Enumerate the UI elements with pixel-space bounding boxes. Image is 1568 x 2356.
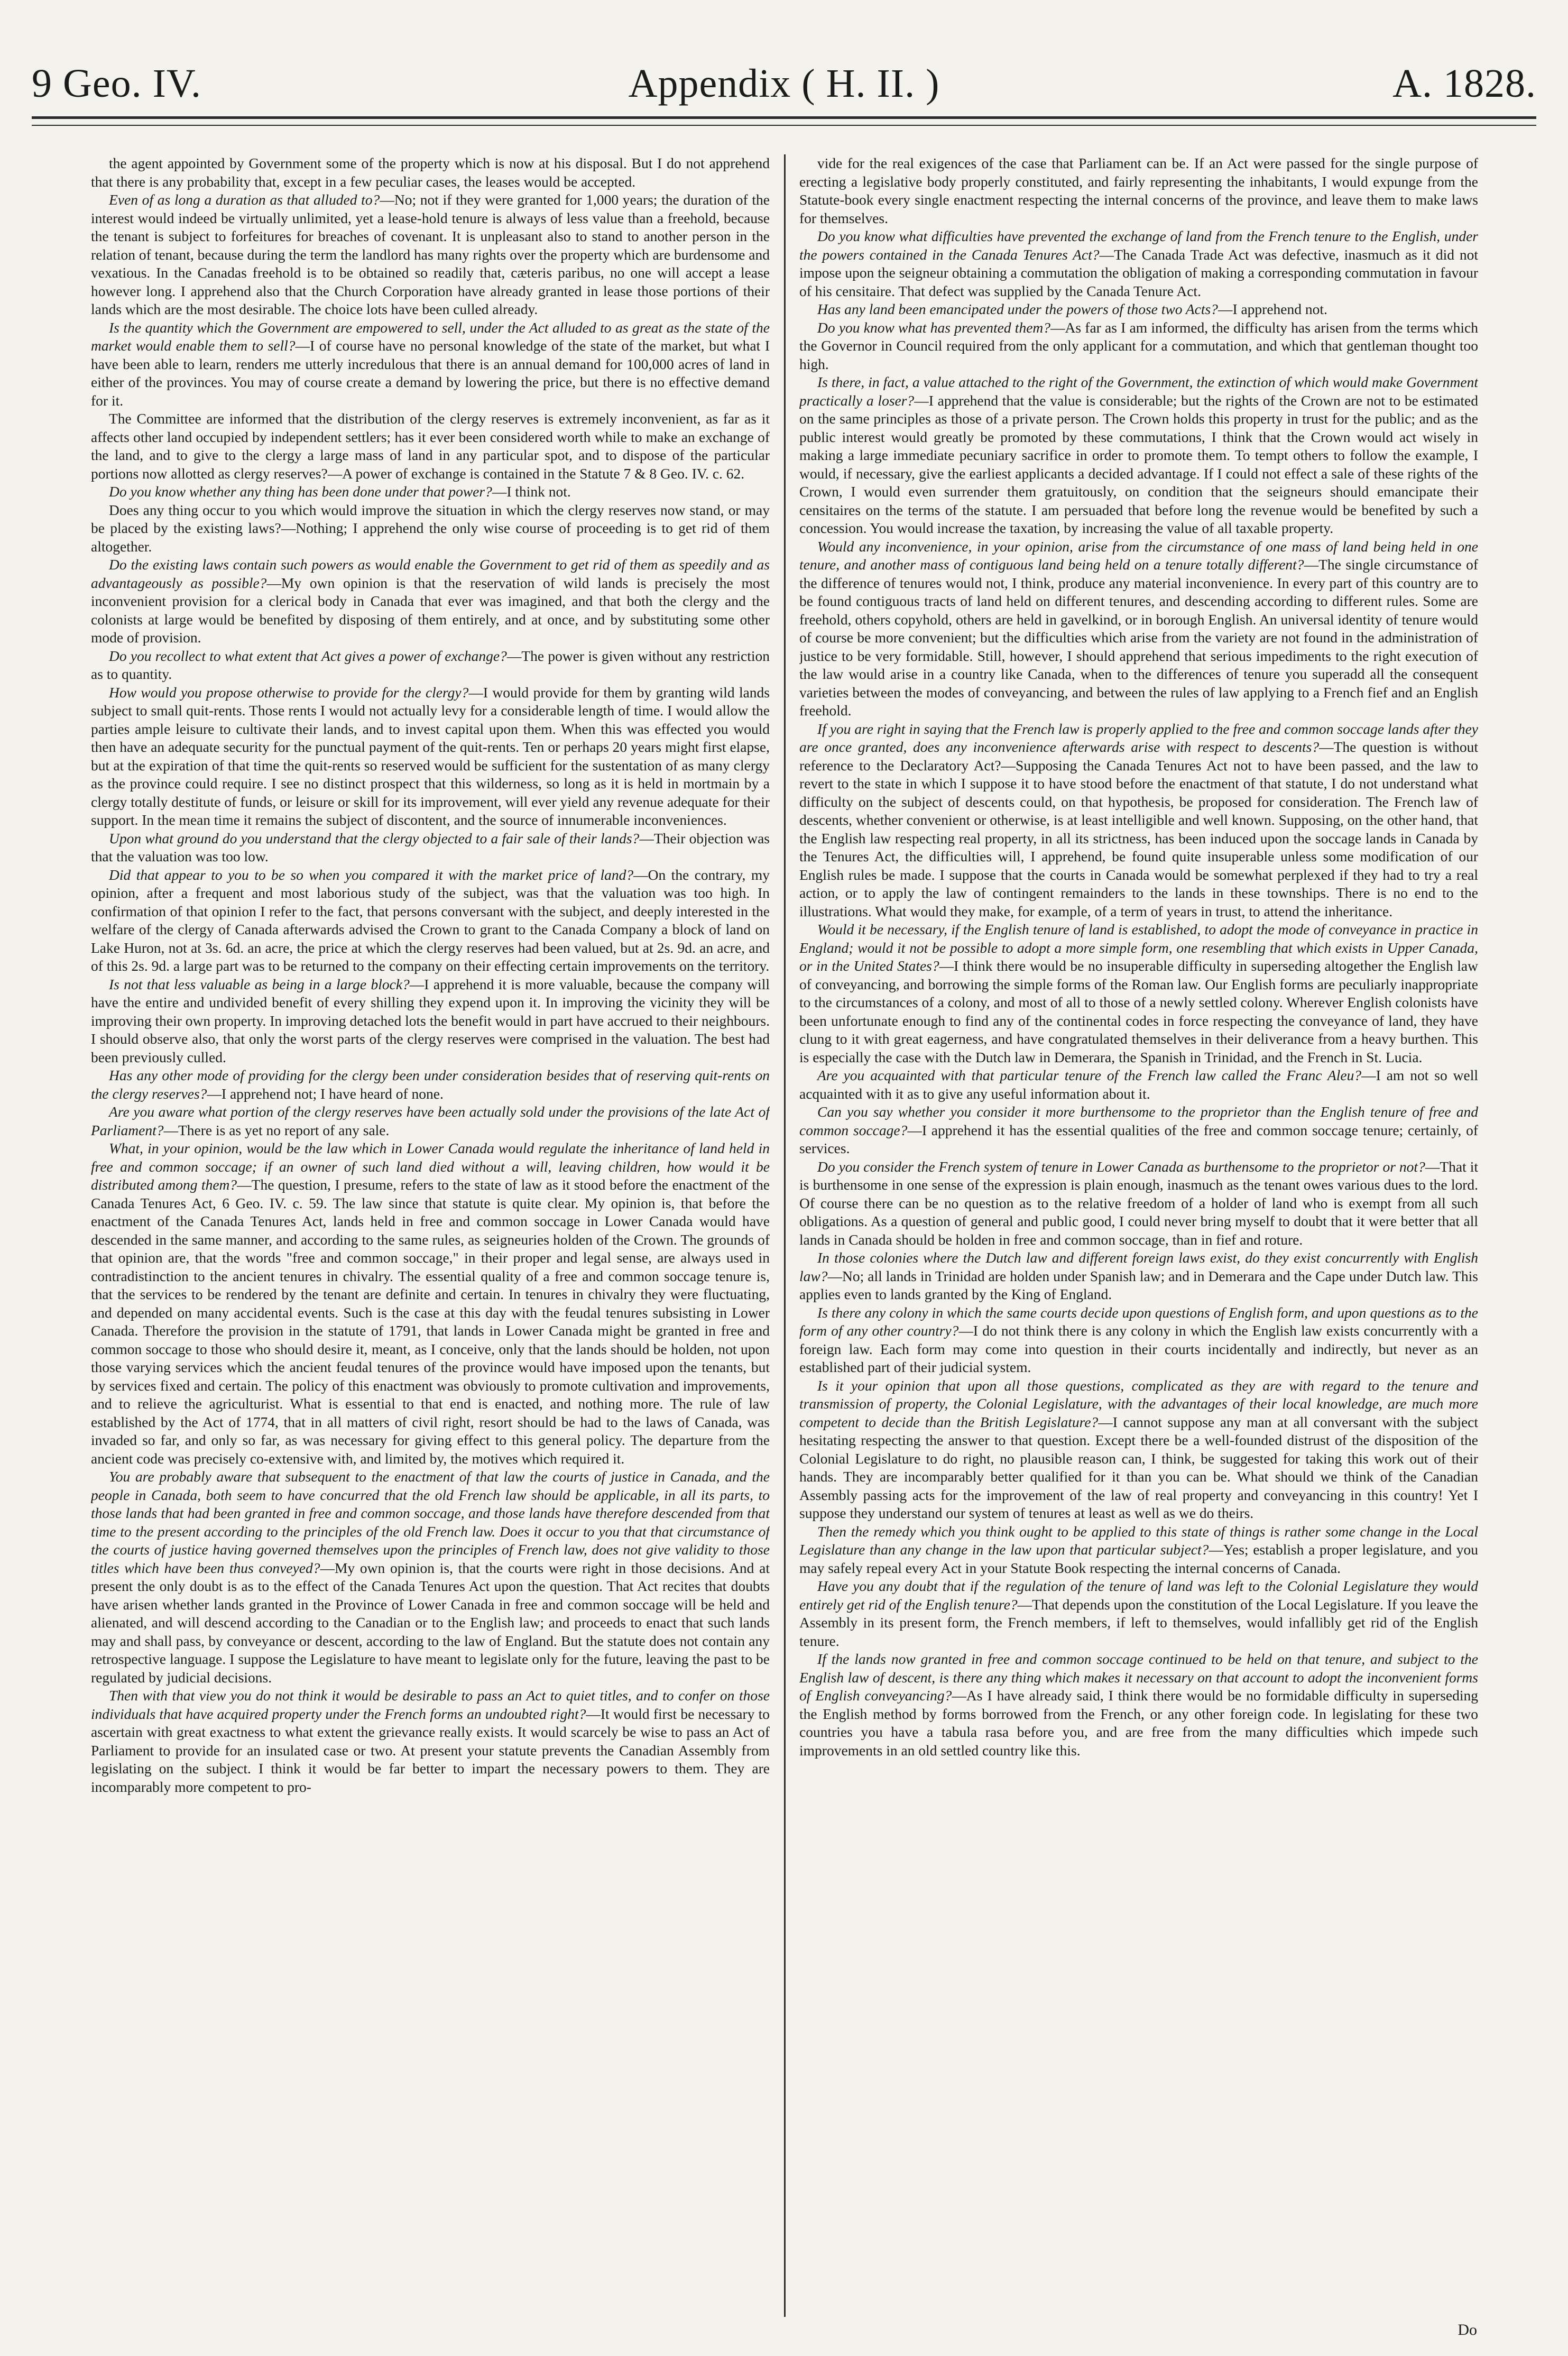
header-rule-thin [32, 125, 1536, 126]
answer-text: I think there would be no insuperable difficulty in superseding altogether the English law of conveyancing, and borrowing the simple forms of the Roman law. Our English forms are peculiarly inappropriate to the circumstances of a colony, and most of all to those of a newly settled colony. Wherever English colonists have been unfortunate enough to find any of the continental codes in force respecting the conveyance of land, they have clung to it with great eagerness, and have congratulated themselves in their deliverance from a heavy burthen. This is especially the case with the Dutch law in Demerara, the Spanish in Trinidad, and the French in St. Lucia. [799, 958, 1478, 1065]
qa-separator: — [1319, 739, 1334, 755]
answer-text: Their objection was that the valuation was too low. [91, 830, 770, 864]
question-text: Are you aware what portion of the clergy reserves have been actually sold under the provisions of the late Act of Parliament? [91, 1103, 770, 1138]
qa-separator: — [914, 392, 929, 409]
question-text: You are probably aware that subsequent to the enactment of that law the courts of justice in Canada, and the people in Canada, both seem to have concurred that the old French law should be applicable, in all its parts, to those lands that had been granted in free and common soccage, and those lands have therefore descended from that time to the present according to the principles of the old French law. Does it occur to you that that circumstance of the courts of justice having governed themselves upon the principles of French law, does not give validity to those titles which have been thus conveyed? [91, 1468, 770, 1576]
qa-separator: — [1017, 1596, 1032, 1613]
question-text: Is the quantity which the Government are empowered to sell, under the Act alluded to as great as the state of the market would enable them to sell? [91, 319, 770, 354]
testimony-paragraph [91, 684, 770, 830]
question-text: Is there, in fact, a value attached to the right of the Government, the extinction of which would make Government practically a loser? [799, 374, 1478, 409]
question-text: Is it your opinion that upon all those questions, complicated as they are with regard to the tenure and transmission of property, the Colonial Legislature, with the advantages of their local knowledge, are much more competent to decide than the British Legislature? [799, 1377, 1478, 1430]
testimony-paragraph [91, 1103, 770, 1139]
answer-text: I think not. [506, 483, 571, 500]
testimony-paragraph [91, 647, 770, 684]
question-text: Do you consider the French system of tenure in Lower Canada as burthensome to the proprietor or not? [817, 1158, 1425, 1175]
answer-text: I do not think there is any colony in which the English law exists concurrently with a foreign law. Each form may come into question in their courts incidentally and indirectly, but never as an established part of their judicial system. [799, 1322, 1478, 1375]
question-text: Do the existing laws contain such powers as would enable the Government to get rid of them as speedily and as advantageously as possible? [91, 556, 770, 591]
testimony-paragraph [91, 1687, 770, 1796]
answer-text: I apprehend it is more valuable, because the company will have the entire and undivided benefit of every shilling they expend upon it. In improving the vicinity they will be improving their own property. In improving detached lots the benefit would in part have accrued to their neighbours. I should observe also, that only the worst parts of the clergy reserves were comprised in the valuation. The best had been previously culled. [91, 975, 770, 1065]
qa-separator: — [1361, 1067, 1376, 1083]
testimony-paragraph [799, 1523, 1478, 1578]
testimony-paragraph [799, 720, 1478, 921]
testimony-paragraph [799, 373, 1478, 538]
testimony-paragraph [91, 410, 770, 483]
answer-text: Yes; establish a proper legislature, and you may safely repeal every Act in your Statute Book respecting the internal concerns of Canada. [799, 1541, 1478, 1576]
answer-text: I of course have no personal knowledge of the state of the market, but what I have been able to learn, renders me utterly incredulous that there is an annual demand for 100,000 acres of land in either of the provinces. You may of course create a demand by lowering the price, but there is no effective demand for it. [91, 337, 770, 409]
qa-separator: — [1050, 319, 1065, 336]
qa-separator: — [907, 1121, 922, 1138]
testimony-paragraph [799, 319, 1478, 374]
right-column [799, 154, 1478, 2317]
testimony-paragraph [91, 319, 770, 410]
qa-separator: — [952, 1687, 966, 1704]
page-header [32, 27, 1536, 107]
qa-separator: — [639, 830, 654, 846]
answer-text: The question is without reference to the Declaratory Act?—Supposing the Canada Tenures Act not to have been passed, and the law to revert to the state in which I suppose it to have stood before the enactment of that statute, I do not understand what difficulty on the subject of descents could, on that hypothesis, be proposed for consideration. The French law of descents, whether convenient or otherwise, is at least intelligible and well known. Supposing, on the other hand, that the English law respecting real property, in all its strictness, has been induced upon the soccage lands in Canada by the Tenures Act, the difficulties will, I apprehend, be found quite insuperable unless some modification of our English rules be made. I suppose that the courts in Canada would be somewhat perplexed if they had to try a real action, or to apply the law of contingent remainders to the lands in these townships. There is no end to the illustrations. What would they make, for example, of a term of years in trust, to attend the inheritance. [799, 739, 1478, 919]
qa-separator: — [409, 975, 425, 992]
testimony-paragraph [799, 1066, 1478, 1103]
qa-separator: — [506, 647, 522, 664]
testimony-paragraph [799, 1577, 1478, 1650]
testimony-paragraph [91, 483, 770, 501]
qa-separator: — [266, 574, 281, 591]
catchword: Do [1458, 2321, 1477, 2339]
left-column [91, 154, 770, 2317]
question-text: If you are right in saying that the French law is properly applied to the free and common soccage lands after they are once granted, does any inconvenience afterwards arise with respect to descents? [799, 720, 1478, 755]
answer-text: the agent appointed by Government some of the property which is now at his disposal. But I do not apprehend that there is any probability that, except in a few peculiar cases, the leases would be accepted. [91, 155, 770, 190]
question-text: In those colonies where the Dutch law and different foreign laws exist, do they exist concurrently with English law? [799, 1249, 1478, 1284]
header-left: 9 Geo. IV. [32, 61, 202, 106]
testimony-paragraph [91, 1066, 770, 1103]
question-text: If the lands now granted in free and common soccage continued to be held on that tenure, and subject to the English law of descent, is there any thing which makes it necessary on that account to adopt the inconvenient forms of English conveyancing? [799, 1651, 1478, 1704]
testimony-paragraph [799, 1158, 1478, 1249]
testimony-paragraph [91, 1139, 770, 1468]
question-text: Do you know what has prevented them? [817, 319, 1051, 336]
header-rule-thick [32, 116, 1536, 119]
qa-separator: — [1217, 301, 1233, 317]
answer-text: It would first be necessary to ascertain with great exactness to what extent the grievance really exists. It would scarcely be wise to pass an Act of Parliament to provide for an insulated case or two. At present your statute prevents the Canadian Assembly from legislating on the subject. I think it would be far better to impart the necessary powers to them. They are incomparably more competent to pro- [91, 1705, 770, 1795]
question-text: Is not that less valuable as being in a large block? [109, 975, 410, 992]
qa-separator: — [958, 1322, 973, 1339]
testimony-paragraph [799, 1650, 1478, 1760]
testimony-paragraph [91, 866, 770, 975]
question-text: Do you know whether any thing has been done under that power? [109, 483, 492, 500]
qa-separator: — [586, 1705, 601, 1722]
question-text: How would you propose otherwise to provide for the clergy? [109, 684, 469, 701]
page-body [91, 154, 1478, 2317]
question-text: Would it be necessary, if the English tenure of land is established, to adopt the mode of conveyance in practice in England; would it not be possible to adopt a more simple form, one resembling that which exists in Upper Canada, or in the United States? [799, 921, 1478, 974]
testimony-paragraph [799, 300, 1478, 319]
qa-separator: — [633, 866, 648, 883]
testimony-paragraph [799, 1249, 1478, 1304]
testimony-paragraph [91, 556, 770, 647]
question-text: What, in your opinion, would be the law which in Lower Canada would regulate the inheritance of land held in free and common soccage; if an owner of such land died without a will, leaving children, how would it be distributed among them? [91, 1140, 770, 1193]
answer-text: The question, I presume, refers to the state of law as it stood before the enactment of the Canada Tenures Act, 6 Geo. IV. c. 59. The law since that statute is quite clear. My opinion is, that before the enactment of the Canada Tenures Act, lands held in free and common soccage in Lower Canada would have descended in the same manner, and according to the same rules, as seigneuries holden of the Crown. The grounds of that opinion are, that the words "free and common soccage," in their proper and legal sense, are always used in contradistinction to the ancient tenures in chivalry. The essential quality of a free and common soccage tenure is, that the services to be rendered by the tenant are definite and certain. In tenures in chivalry they were fluctuating, and depended on many accidental events. Such is the case at this day with the feudal tenures subsisting in Lower Canada. Therefore the provision in the statute of 1791, that lands in Lower Canada might be granted in free and common soccage to those who should desire it, meant, as I conceive, only that the lands should be holden, not upon those varying services which the ancient feudal tenures of the province would have imposed upon the tenants, but by services fixed and certain. The policy of this enactment was obviously to promote cultivation and improvements, and to relieve the agriculturist. What is essential to that end is enacted, and nothing more. The rule of law established by the Act of 1774, that in all matters of civil right, resort should be had to the laws of Canada, was invaded so far, and only so far, as was necessary for giving effect to this general policy. The departure from the ancient code was precisely co-extensive with, and limited by, the motives which required it. [91, 1176, 770, 1467]
answer-text: No; not if they were granted for 1,000 years; the duration of the interest would indeed be virtually unlimited, yet a lease-hold tenure is always of less value than a freehold, because the tenant is subject to forfeitures for breaches of covenant. It is unpleasant also to stand to another person in the relation of tenant, because during the term the landlord has many rights over the property which are burdensome and vexatious. In the Canadas freehold is to be obtained so readily that, cæteris paribus, no one will accept a lease however long. I apprehend also that the Church Corporation have already granted in lease those portions of their lands which are the most desirable. The choice lots have been culled already. [91, 191, 770, 317]
qa-separator: — [1099, 246, 1114, 263]
answer-text: I apprehend not; I have heard of none. [221, 1085, 444, 1102]
answer-text: I apprehend not. [1232, 301, 1327, 317]
testimony-paragraph [799, 154, 1478, 227]
answer-text: I cannot suppose any man at all conversant with the subject hesitating respecting the answer to that question. Except there be a well-founded distrust of the disposition of the Colonial Legislature to do right, no plausible reason can, I think, be suggested for taking this work out of their hands. They are incomparably better qualified for it than you can be. What should we think of the Canadian Assembly passing acts for the improvement of the law of real property and conveyancing in this country! Yet I suppose they understand our system of tenures at least as well as we do theirs. [799, 1413, 1478, 1521]
qa-separator: — [320, 1559, 335, 1576]
testimony-paragraph [799, 1304, 1478, 1377]
column-divider [784, 154, 786, 2317]
testimony-paragraph [799, 1103, 1478, 1158]
qa-separator: — [163, 1121, 178, 1138]
testimony-paragraph [91, 191, 770, 319]
testimony-paragraph [91, 1468, 770, 1687]
header-center: Appendix ( H. II. ) [628, 61, 940, 106]
answer-text: I would provide for them by granting wild lands subject to small quit-rents. Those rents I would not actually levy for a considerable length of time. I would allow the parties ample leisure to cultivate their lands, and to invest capital upon them. When this was effected you would then have an adequate security for the punctual payment of the quit-rents. Ten or perhaps 20 years might first elapse, but at the expiration of that time the quit-rents so reserved would be sufficient for the sustentation of as many clergy as the province could require. I see no distinct prospect that this wilderness, so long as it is held in mortmain by a clergy totally destitute of funds, or leisure or skill for its improvement, will ever yield any revenue adequate for their support. In the mean time it remains the subject of discontent, and the source of innumerable inconveniences. [91, 684, 770, 828]
answer-text: The power is given without any restriction as to quantity. [91, 647, 770, 682]
answer-text: I am not so well acquainted with it as to give any useful information about it. [799, 1067, 1478, 1102]
qa-separator: — [1209, 1541, 1223, 1558]
testimony-paragraph [91, 975, 770, 1067]
question-text: Have you any doubt that if the regulation of the tenure of land was left to the Colonial Legislature they would entirely get rid of the English tenure? [799, 1578, 1478, 1613]
testimony-paragraph [91, 830, 770, 866]
testimony-paragraph [799, 227, 1478, 300]
question-text: Has any land been emancipated under the powers of those two Acts? [817, 301, 1218, 317]
answer-text: As I have already said, I think there would be no formidable difficulty in superseding the English method by forms borrowed from the French, or any other foreign code. In legislating for these two countries you have a tabula rasa before you, and are free from the many difficulties which impede such improvements in an old settled country like this. [799, 1687, 1478, 1759]
answer-text: As far as I am informed, the difficulty has arisen from the terms which the Governor in Council required from the only applicant for a commutation, and which that gentleman thought too high. [799, 319, 1478, 372]
qa-separator: — [939, 958, 954, 974]
question-text: Upon what ground do you understand that the clergy objected to a fair sale of their lands? [109, 830, 640, 846]
question-text: Can you say whether you consider it more burthensome to the proprietor than the English tenure of free and common soccage? [799, 1103, 1478, 1138]
qa-separator: — [468, 684, 483, 701]
question-text: Do you recollect to what extent that Act gives a power of exchange? [109, 647, 507, 664]
qa-separator: — [380, 191, 394, 208]
question-text: Has any other mode of providing for the clergy been under consideration besides that of reserving quit-rents on the clergy reserves? [91, 1067, 770, 1102]
qa-separator: — [1425, 1158, 1440, 1175]
qa-separator: — [492, 483, 507, 500]
question-text: Do you know what difficulties have prevented the exchange of land from the French tenure to the English, under the powers contained in the Canada Tenures Act? [799, 228, 1478, 263]
testimony-paragraph [91, 154, 770, 191]
answer-text: On the contrary, my opinion, after a frequent and most laborious study of the subject, was that the valuation was too high. In confirmation of that opinion I refer to the fact, that persons conversant with the subject, and deeply interested in the welfare of the clergy of Canada afterwards advised the Crown to grant to the Canada Company a block of land on Lake Huron, not at 3s. 6d. an acre, the price at which the clergy reserves had been valued, but at 2s. 9d. an acre, and of this 2s. 9d. a large part was to be returned to the company on their effecting certain improvements on the territory. [91, 866, 770, 974]
qa-separator: — [295, 337, 310, 354]
answer-text: That depends upon the constitution of the Local Legislature. If you leave the Assembly in its present form, the French members, if left to themselves, would infallibly get rid of the English tenure. [799, 1596, 1478, 1649]
qa-separator: — [207, 1085, 222, 1102]
question-text: Then with that view you do not think it would be desirable to pass an Act to quiet titles, and to confer on those individuals that have acquired property under the French forms an undoubted right? [91, 1687, 770, 1722]
qa-separator: — [827, 1267, 842, 1284]
answer-text: There is as yet no report of any sale. [178, 1121, 390, 1138]
question-text: Even of as long a duration as that alluded to? [109, 191, 380, 208]
answer-text: My own opinion is, that the courts were right in those decisions. And at present the only doubt is as to the effect of the Canada Tenures Act upon the question. That Act recites that doubts have arisen whether lands granted in the Province of Lower Canada in free and common soccage will be held and alienated, and will descend according to the Canadian or to the English law; and proceeds to enact that such lands may and shall pass, by conveyance or descent, according to the law of England. But the statute does not contain any retrospective language. I suppose the Legislature to have meant to legislate only for the future, leaving the past to be regulated by judicial decisions. [91, 1559, 770, 1686]
testimony-paragraph [799, 921, 1478, 1066]
testimony-paragraph [799, 1377, 1478, 1523]
answer-text: vide for the real exigences of the case that Parliament can be. If an Act were passed for the single purpose of erecting a legislative body properly constituted, and fairly representing the inhabitants, I would expunge from the Statute-book every single enactment respecting the internal concerns of the province, and leave them to make laws for themselves. [799, 155, 1478, 226]
answer-text: My own opinion is that the reservation of wild lands is precisely the most inconvenient provision for a clerical body in Canada that ever was imagined, and that both the clergy and the colonists at large would be benefited by disposing of them entirely, and at once, and by substituting some other mode of provision. [91, 574, 770, 646]
qa-separator: — [1098, 1413, 1113, 1430]
question-text: Would any inconvenience, in your opinion, arise from the circumstance of one mass of land being held in one tenure, and another mass of contiguous land being held on a tenure totally different? [799, 538, 1478, 573]
answer-text: Does any thing occur to you which would improve the situation in which the clergy reserves now stand, or may be placed by the existing laws?—Nothing; I apprehend the only wise course of proceeding is to get rid of them altogether. [91, 501, 770, 555]
header-right: A. 1828. [1392, 61, 1536, 106]
answer-text: The Canada Trade Act was defective, inasmuch as it did not impose upon the seigneur obtaining a commutation the obligation of making a corresponding commutation in favour of his censitaire. That defect was supplied by the Canada Tenure Act. [799, 246, 1478, 299]
testimony-paragraph [91, 501, 770, 556]
answer-text: I apprehend that the value is considerable; but the rights of the Crown are not to be estimated on the same principles as those of a private person. The Crown holds this property in trust for the public; and as the public interest would greatly be promoted by these commutations, I think that the Crown would act wisely in making a large immediate pecuniary sacrifice in order to promote them. To tempt others to follow the example, I would, if necessary, give the earliest applicants a decided advantage. If I could not effect a sale of these rights of the Crown, I would even surrender them gratuitously, on condition that the seigneurs should emancipate their censitaires on the terms of the statute. I am persuaded that before long the revenue would be benefited by such a concession. You would increase the taxation, by increasing the value of all taxable property. [799, 392, 1478, 536]
question-text: Did that appear to you to be so when you compared it with the market price of land? [109, 866, 634, 883]
question-text: Are you acquainted with that particular tenure of the French law called the Franc Aleu? [817, 1067, 1362, 1083]
answer-text: That it is burthensome in one sense of the expression is plain enough, inasmuch as the tenant owes various dues to the lord. Of course there can be no question as to the relative freedom of a holder of land who is exempt from all such obligations. As a question of general and public good, I could never bring myself to doubt that it were better that all lands in Canada should be holden in free and common soccage, than in fief and roture. [799, 1158, 1478, 1248]
answer-text: The Committee are informed that the distribution of the clergy reserves is extremely inconvenient, as far as it affects other land occupied by independent settlers; has it ever been considered worth while to make an exchange of the land, and to give to the clergy a large mass of land in any particular spot, and to dispose of the particular portions now allotted as clergy reserves?—A power of exchange is contained in the Statute 7 & 8 Geo. IV. c. 62. [91, 410, 770, 482]
answer-text: No; all lands in Trinidad are holden under Spanish law; and in Demerara and the Cape under Dutch law. This applies even to lands granted by the King of England. [799, 1267, 1478, 1302]
answer-text: I apprehend it has the essential qualities of the free and common soccage tenure; certainly, of services. [799, 1121, 1478, 1156]
testimony-paragraph [799, 538, 1478, 720]
qa-separator: — [237, 1176, 252, 1193]
qa-separator: — [1304, 556, 1319, 573]
answer-text: The single circumstance of the difference of tenures would not, I think, produce any material inconvenience. In every part of this country are to be found contiguous tracts of land held on different tenures, and descending according to different rules. Some are freehold, others copyhold, others are held in gavelkind, or in borough English. An universal identity of tenure would of course be more convenient; but the difficulties which arise from the variety are not found in the administration of justice to be very formidable. Still, however, I should apprehend that serious impediments to the right execution of the law would arise in a country like Canada, when to the differences of tenure you superadd all the consequent varieties between the modes of conveyancing, and between the rules of law applying to a French fief and an English freehold. [799, 556, 1478, 719]
question-text: Is there any colony in which the same courts decide upon questions of English form, and upon questions as to the form of any other country? [799, 1304, 1478, 1339]
question-text: Then the remedy which you think ought to be applied to this state of things is rather some change in the Local Legislature than any change in the law upon that particular subject? [799, 1523, 1478, 1558]
